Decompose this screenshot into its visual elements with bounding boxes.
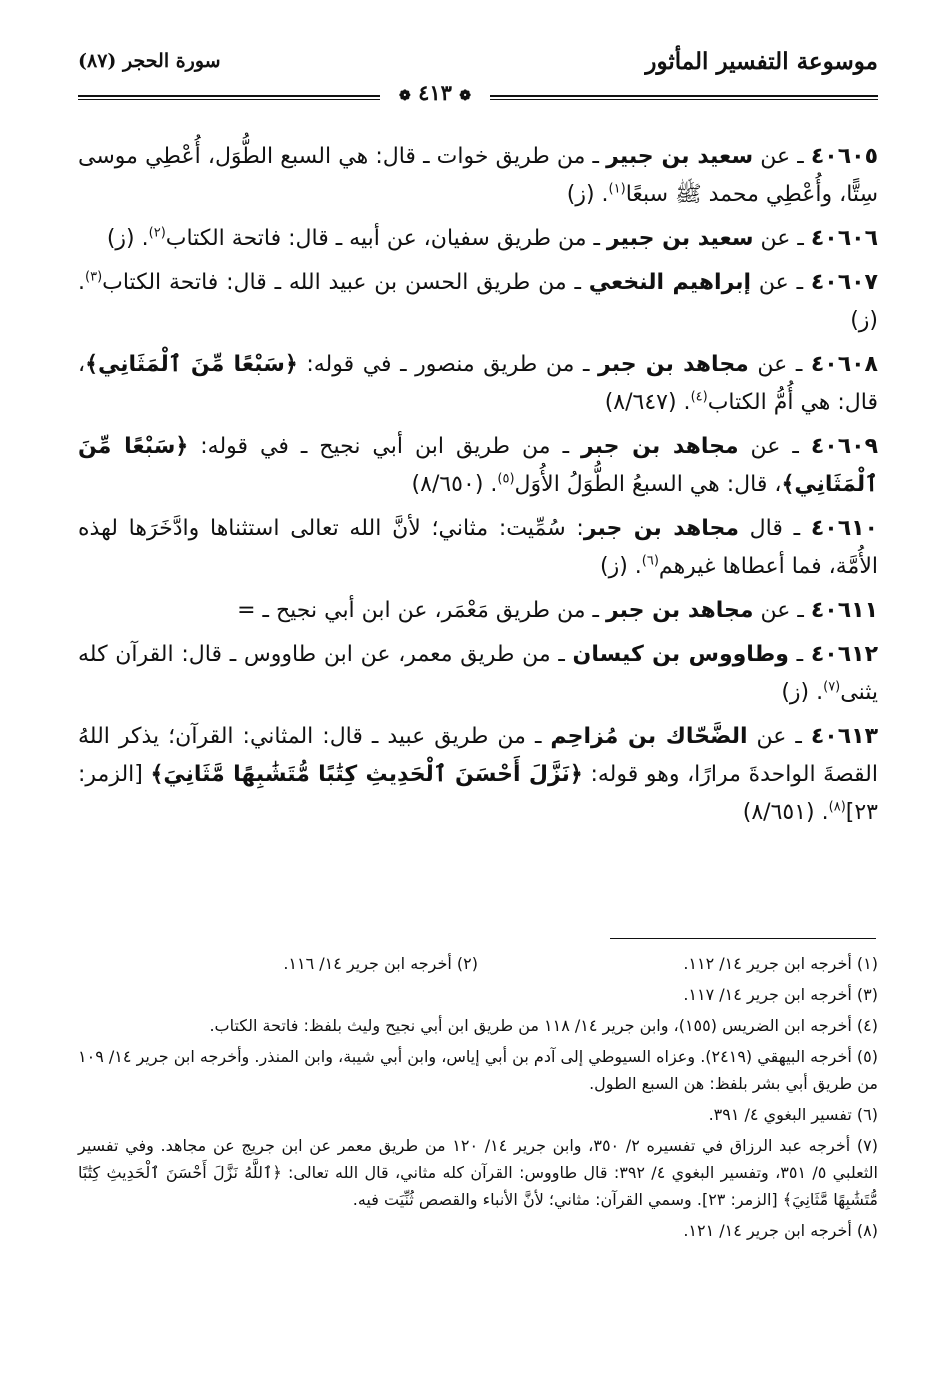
footnote-6: (٦) تفسير البغوي ٤/ ٣٩١. — [708, 1105, 878, 1124]
entry-text: ـ من طريق خوات ـ قال: هي السبع الطُّوَل، أُعْطِي موسى سِتًّا، وأُعْطِي محمد ﷺ سبعًا — [78, 144, 878, 207]
entry-text: ـ من طريق مَعْمَر، عن ابن أبي نجيح ـ = — [237, 598, 606, 623]
footnote-ref: (٨) — [828, 799, 846, 815]
entry-text: ، قال: هي أُمُّ الكتاب — [78, 352, 878, 415]
footnote-ref: (٧) — [823, 679, 841, 695]
entry-text: ـ من طريق معمر، عن ابن طاووس ـ قال: القرآن كله يثنى — [78, 642, 878, 705]
entry-prefix: ـ عن — [738, 434, 811, 459]
main-text — [78, 138, 878, 838]
footnote-ref: (٤) — [690, 389, 708, 405]
entry-prefix: ـ عن — [748, 352, 811, 377]
entry-text: ـ من طريق ابن أبي نجيح ـ في قوله: — [188, 434, 581, 459]
entry-text: [الزمر: ٢٣] — [78, 762, 878, 825]
footnote-ref: (٢) — [148, 225, 166, 241]
entry-ref: . (٨/٦٥١) — [742, 800, 829, 825]
entry-prefix: ـ عن — [751, 270, 811, 295]
footnote-3: (٣) أخرجه ابن جرير ١٤/ ١١٧. — [683, 985, 878, 1004]
entry-text: ـ من طريق منصور ـ في قوله: — [297, 352, 599, 377]
narrator-name: وطاووس بن كيسان — [572, 642, 789, 667]
footnote-ref: (٦) — [641, 553, 659, 569]
footnotes — [78, 950, 878, 1248]
footnote-ref: (١) — [608, 181, 626, 197]
ornament-icon: ❁ — [399, 88, 411, 104]
entry-ref: . (٨/٦٤٧) — [604, 390, 691, 415]
entry-text: : سُمِّيت: مثاني؛ لأنَّ الله تعالى استثناها وادَّخَرَها لهذه الأُمَّة، فما أعطاها غيرهم — [78, 516, 878, 579]
entry-ref: . (٨/٦٥٠) — [411, 472, 498, 497]
entry-number: ٤٠٦٠٩ — [810, 434, 878, 459]
footnote-4: (٤) أخرجه ابن الضريس (١٥٥)، وابن جرير ١٤/ ١١٨ من طريق ابن أبي نجيح وليث بلفظ: فاتحة الكتاب. — [209, 1016, 878, 1035]
entry — [78, 510, 878, 586]
entry — [78, 138, 878, 214]
entry-ref: . (ز) — [781, 680, 824, 705]
narrator-name: مجاهد بن جبر — [581, 434, 739, 459]
entry-text: ـ من طريق سفيان، عن أبيه ـ قال: فاتحة الكتاب — [165, 226, 607, 251]
entry-number: ٤٠٦٠٨ — [810, 352, 878, 377]
entry — [78, 220, 878, 258]
quran-verse: ﴿نَزَّلَ أَحْسَنَ ٱلْحَدِيثِ كِتَٰبًا مُّتَشَٰبِهًا مَّثَانِيَ﴾ — [150, 762, 583, 787]
page-number-text: ٤١٣ — [418, 80, 452, 105]
entry-ref: . (ز) — [600, 554, 642, 579]
quran-verse: ﴿سَبْعًا مِّنَ ٱلْمَثَانِي﴾ — [78, 434, 878, 497]
entry-prefix: ـ عن — [747, 724, 811, 749]
entry-ref: . (ز) — [78, 270, 878, 333]
footnote-8: (٨) أخرجه ابن جرير ١٤/ ١٢١. — [683, 1221, 878, 1240]
narrator-name: الضَّحّاك بن مُزاحِم — [550, 724, 748, 749]
entry — [78, 346, 878, 422]
narrator-name: إبراهيم النخعي — [588, 270, 752, 295]
footnote-separator — [610, 938, 876, 939]
entry-text: ـ من طريق عبيد ـ قال: المثاني: القرآن؛ يذكر اللهُ القصةَ الواحدةَ مرارًا، وهو قوله: — [78, 724, 878, 787]
entry-prefix: ـ عن — [753, 226, 811, 251]
footnote-ref: (٣) — [85, 269, 103, 285]
narrator-name: مجاهد بن جبر — [583, 516, 739, 541]
entry-number: ٤٠٦٠٧ — [810, 270, 878, 295]
entry-text: ـ من طريق الحسن بن عبيد الله ـ قال: فاتحة الكتاب — [102, 270, 589, 295]
book-title: موسوعة التفسير المأثور — [645, 48, 878, 75]
narrator-name: مجاهد بن جبر — [605, 598, 754, 623]
entry-ref: . (ز) — [106, 226, 149, 251]
surah-label: سورة الحجر (٨٧) — [78, 50, 221, 72]
narrator-name: سعيد بن جبير — [606, 144, 754, 169]
entry — [78, 636, 878, 712]
entry — [78, 592, 878, 630]
entry-number: ٤٠٦٠٦ — [810, 226, 878, 251]
entry-prefix: ـ — [788, 642, 811, 667]
footnote-5: (٥) أخرجه البيهقي (٢٤١٩). وعزاه السيوطي إلى آدم بن أبي إياس، وابن أبي شيبة، وابن المنذر. وأخرجه ابن جرير ١٤/ ١٠٩ من طريق أبي بشر بلفظ: هن السبع الطول. — [78, 1047, 878, 1093]
entry-ref: . (ز) — [566, 182, 609, 207]
entry-number: ٤٠٦١٣ — [810, 724, 878, 749]
entry-number: ٤٠٦١٠ — [810, 516, 878, 541]
entry-number: ٤٠٦٠٥ — [810, 144, 878, 169]
footnote-row — [78, 950, 878, 981]
footnote-1: (١) أخرجه ابن جرير ١٤/ ١١٢. — [683, 954, 878, 973]
footnote-7: (٧) أخرجه عبد الرزاق في تفسيره ٢/ ٣٥٠، وابن جرير ١٤/ ١٢٠ من طريق معمر عن ابن جريج عن مجاهد. وفي تفسير الثعلبي ٥/ ٣٥١، وتفسير البغوي ٤/ ٣٩٢: قال طاووس: القرآن كله مثاني، قال الله تعالى: ﴿ٱللَّهُ نَزَّلَ أَحْسَنَ ٱلْحَدِيثِ كِتَٰبًا مُّتَشَٰبِهًا مَّثَانِيَ﴾ [الزمر: ٢٣]. وسمي القرآن: مثاني؛ لأنَّ الأنباء والقصص ثُنِّيَت فيه. — [78, 1136, 878, 1209]
quran-verse: ﴿سَبْعًا مِّنَ ٱلْمَثَانِي﴾ — [85, 352, 298, 377]
narrator-name: مجاهد بن جبر — [598, 352, 749, 377]
ornament-icon: ❁ — [459, 88, 471, 104]
entry-text: ، قال: هي السبعُ الطُّوَلُ الأُوَل — [514, 472, 782, 497]
entry — [78, 718, 878, 832]
entry-prefix: ـ عن — [753, 598, 811, 623]
entry-prefix: ـ قال — [738, 516, 811, 541]
entry-number: ٤٠٦١١ — [810, 598, 878, 623]
narrator-name: سعيد بن جبير — [606, 226, 754, 251]
entry-prefix: ـ عن — [753, 144, 811, 169]
footnote-ref: (٥) — [497, 471, 515, 487]
entry — [78, 428, 878, 504]
page-number — [380, 80, 490, 105]
footnote-2: (٢) أخرجه ابن جرير ١٤/ ١١٦. — [283, 954, 478, 973]
entry-number: ٤٠٦١٢ — [810, 642, 878, 667]
entry — [78, 264, 878, 340]
